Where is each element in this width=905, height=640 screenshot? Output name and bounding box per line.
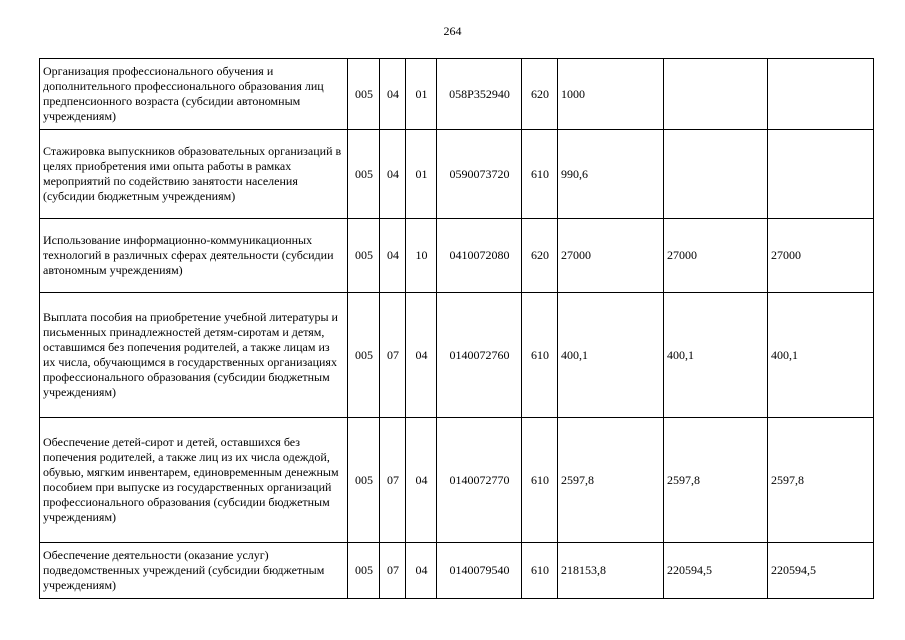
expense-type-cell: 610 [522, 418, 558, 543]
table-row [40, 130, 874, 219]
target-article-cell: 0590073720 [437, 130, 522, 219]
ministry-code-cell: 005 [348, 293, 380, 418]
expense-type-cell: 620 [522, 59, 558, 130]
ministry-code-cell: 005 [348, 543, 380, 599]
amount-1-cell: 1000 [558, 59, 664, 130]
amount-3-cell [768, 59, 874, 130]
amount-1-cell: 27000 [558, 219, 664, 293]
description-cell: Обеспечение детей-сирот и детей, оставшихся без попечения родителей, а также лиц из их числа одеждой, обувью, мягким инвентарем, единовременным денежным пособием при выпуске из государственных организаций профессионального образования (субсидии бюджетным учреждениям) [40, 418, 348, 543]
amount-1-cell: 400,1 [558, 293, 664, 418]
amount-3-cell: 400,1 [768, 293, 874, 418]
subsection-code-cell: 01 [406, 130, 437, 219]
amount-1-cell: 2597,8 [558, 418, 664, 543]
section-code-cell: 04 [380, 59, 406, 130]
target-article-cell: 0140079540 [437, 543, 522, 599]
subsection-code-cell: 01 [406, 59, 437, 130]
table-row [40, 293, 874, 418]
section-code-cell: 04 [380, 219, 406, 293]
amount-3-cell: 220594,5 [768, 543, 874, 599]
budget-table [39, 58, 874, 599]
target-article-cell: 0140072770 [437, 418, 522, 543]
table-row [40, 543, 874, 599]
description-cell: Выплата пособия на приобретение учебной литературы и письменных принадлежностей детям-сиротам и детям, оставшимся без попечения родителей, а также лицам из их числа, обучающимся в государственных организациях профессионального образования (субсидии бюджетным учреждениям) [40, 293, 348, 418]
amount-2-cell: 400,1 [664, 293, 768, 418]
expense-type-cell: 620 [522, 219, 558, 293]
target-article-cell: 0410072080 [437, 219, 522, 293]
section-code-cell: 07 [380, 418, 406, 543]
subsection-code-cell: 04 [406, 418, 437, 543]
expense-type-cell: 610 [522, 293, 558, 418]
subsection-code-cell: 10 [406, 219, 437, 293]
table-row [40, 418, 874, 543]
ministry-code-cell: 005 [348, 130, 380, 219]
amount-1-cell: 218153,8 [558, 543, 664, 599]
description-cell: Стажировка выпускников образовательных организаций в целях приобретения ими опыта работы в рамках мероприятий по содействию занятости населения (субсидии бюджетным учреждениям) [40, 130, 348, 219]
ministry-code-cell: 005 [348, 59, 380, 130]
amount-3-cell: 2597,8 [768, 418, 874, 543]
description-cell: Организация профессионального обучения и дополнительного профессионального образования лиц предпенсионного возраста (субсидии автономным учреждениям) [40, 59, 348, 130]
target-article-cell: 058P352940 [437, 59, 522, 130]
subsection-code-cell: 04 [406, 293, 437, 418]
subsection-code-cell: 04 [406, 543, 437, 599]
amount-2-cell: 220594,5 [664, 543, 768, 599]
amount-2-cell: 2597,8 [664, 418, 768, 543]
amount-3-cell [768, 130, 874, 219]
section-code-cell: 04 [380, 130, 406, 219]
table-row [40, 219, 874, 293]
expense-type-cell: 610 [522, 130, 558, 219]
description-cell: Обеспечение деятельности (оказание услуг) подведомственных учреждений (субсидии бюджетным учреждениям) [40, 543, 348, 599]
amount-1-cell: 990,6 [558, 130, 664, 219]
table-row [40, 59, 874, 130]
section-code-cell: 07 [380, 543, 406, 599]
amount-2-cell: 27000 [664, 219, 768, 293]
description-cell: Использование информационно-коммуникационных технологий в различных сферах деятельности (субсидии автономным учреждениям) [40, 219, 348, 293]
page-number: 264 [443, 24, 462, 38]
amount-2-cell [664, 130, 768, 219]
ministry-code-cell: 005 [348, 219, 380, 293]
expense-type-cell: 610 [522, 543, 558, 599]
section-code-cell: 07 [380, 293, 406, 418]
amount-2-cell [664, 59, 768, 130]
ministry-code-cell: 005 [348, 418, 380, 543]
amount-3-cell: 27000 [768, 219, 874, 293]
target-article-cell: 0140072760 [437, 293, 522, 418]
